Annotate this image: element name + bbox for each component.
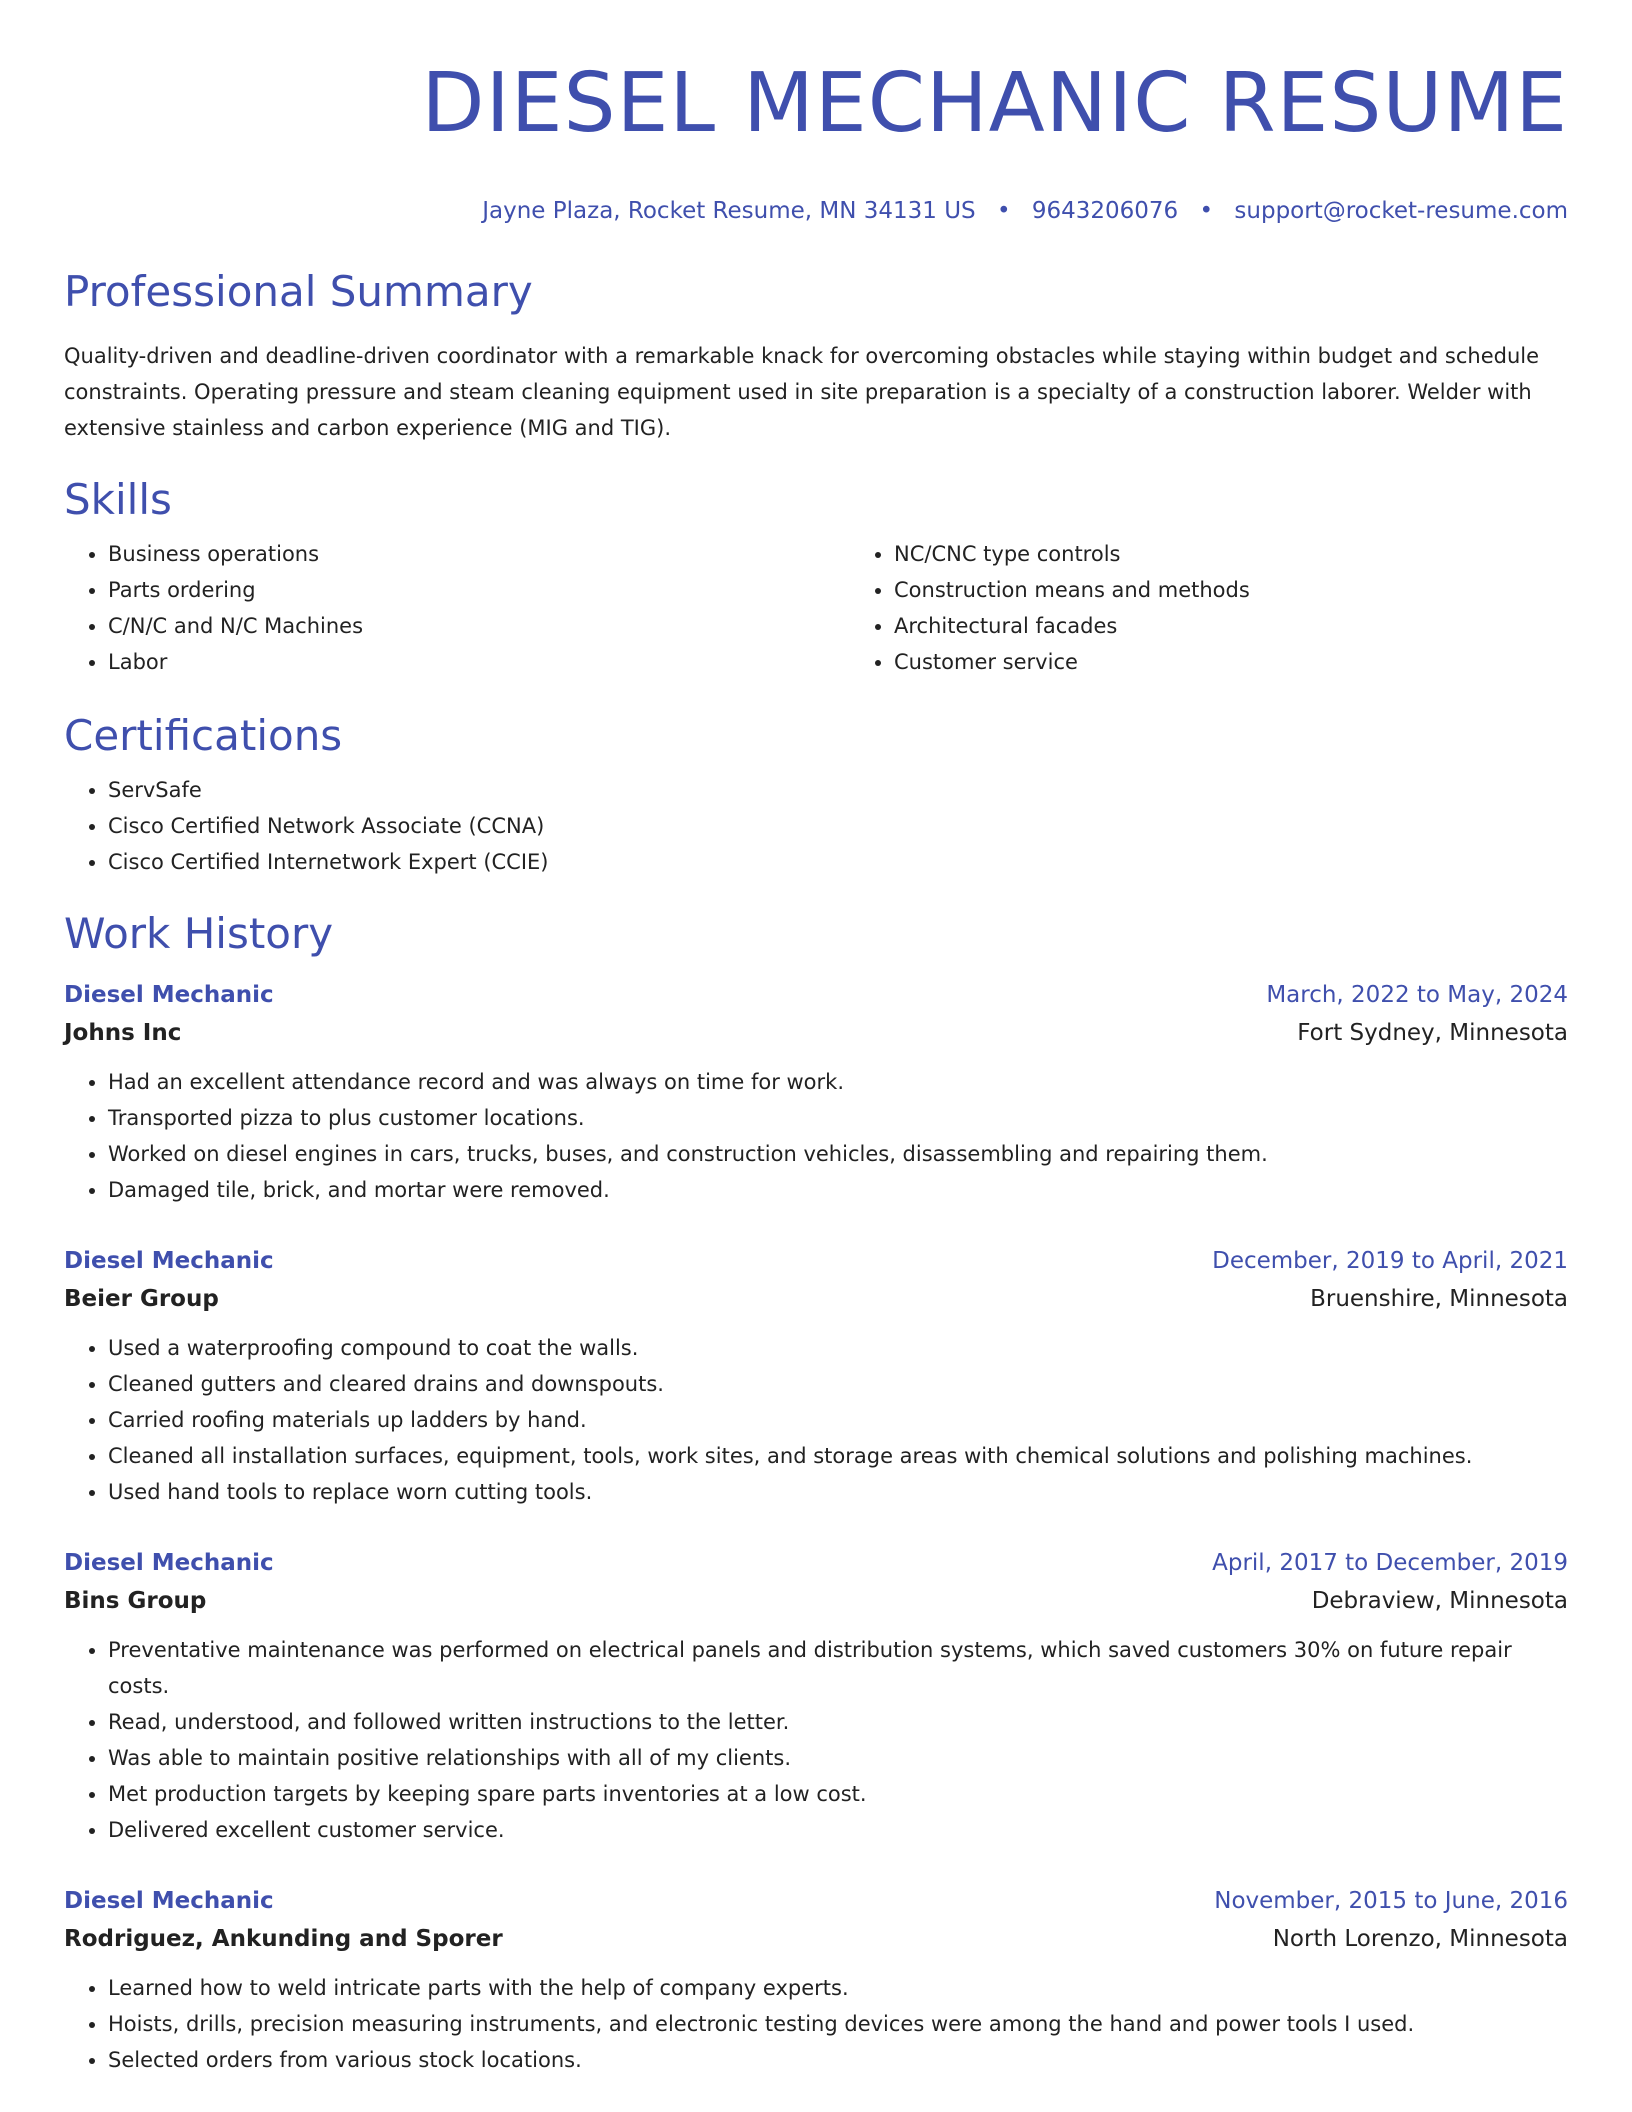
- summary-heading: Professional Summary: [64, 267, 533, 316]
- certifications-heading: Certifications: [64, 711, 343, 760]
- job-bullet: • Delivered excellent customer service.: [108, 1812, 1568, 1848]
- skill-item: • Construction means and methods: [894, 572, 1632, 608]
- job-bullet: • Used a waterproofing compound to coat the walls.: [108, 1330, 1568, 1366]
- certifications-list: [64, 772, 1568, 880]
- certification-item: • ServSafe: [108, 772, 1568, 808]
- contact-email: support@rocket-resume.com: [1234, 198, 1568, 224]
- work-history-heading: Work History: [64, 909, 334, 958]
- job-company-row: [64, 1012, 1568, 1054]
- certification-item: • Cisco Certified Internetwork Expert (CCIE): [108, 844, 1568, 880]
- job-dates: March, 2022 to May, 2024: [1266, 982, 1568, 1008]
- job-bullet: • Learned how to weld intricate parts with the help of company experts.: [108, 1970, 1568, 2006]
- job-company-row: [64, 1580, 1568, 1622]
- job-company-row: [64, 1278, 1568, 1320]
- skill-item: • Business operations: [108, 536, 850, 572]
- job-company: Bins Group: [64, 1588, 207, 1614]
- job-location: Fort Sydney, Minnesota: [1297, 1020, 1568, 1046]
- job-entry: [64, 978, 1568, 1208]
- contact-line: [64, 196, 1568, 226]
- job-header-row: [64, 1884, 1568, 1918]
- job-title: Diesel Mechanic: [64, 1888, 274, 1914]
- skill-item: • Architectural facades: [894, 608, 1632, 644]
- skills-columns: [64, 536, 1568, 680]
- job-bullet: • Cleaned gutters and cleared drains and downspouts.: [108, 1366, 1568, 1402]
- job-header-row: [64, 1546, 1568, 1580]
- job-header-row: [64, 1244, 1568, 1278]
- job-bullet: • Hoists, drills, precision measuring instruments, and electronic testing devices were among the hand and power tools I used.: [108, 2006, 1568, 2042]
- skills-heading: Skills: [64, 475, 172, 524]
- job-bullets: [64, 1330, 1568, 1510]
- job-title: Diesel Mechanic: [64, 982, 274, 1008]
- job-bullets: [64, 1064, 1568, 1208]
- job-bullet: • Used hand tools to replace worn cutting tools.: [108, 1474, 1568, 1510]
- job-bullet: • Cleaned all installation surfaces, equipment, tools, work sites, and storage areas with chemical solutions and polishing machines.: [108, 1438, 1568, 1474]
- skills-list-right: [850, 536, 1632, 680]
- job-bullet: • Transported pizza to plus customer locations.: [108, 1100, 1568, 1136]
- job-title: Diesel Mechanic: [64, 1248, 274, 1274]
- skills-list-left: [64, 536, 850, 680]
- job-entry: [64, 1546, 1568, 1848]
- job-entry: [64, 1884, 1568, 2078]
- skill-item: • Customer service: [894, 644, 1632, 680]
- job-dates: November, 2015 to June, 2016: [1214, 1888, 1568, 1914]
- skill-item: • C/N/C and N/C Machines: [108, 608, 850, 644]
- job-bullet: • Preventative maintenance was performed on electrical panels and distribution systems, which saved customers 30% on future repair costs.: [108, 1632, 1568, 1704]
- contact-separator: •: [1199, 198, 1214, 224]
- job-bullet: • Selected orders from various stock locations.: [108, 2042, 1568, 2078]
- job-company: Rodriguez, Ankunding and Sporer: [64, 1926, 503, 1952]
- skill-item: • NC/CNC type controls: [894, 536, 1632, 572]
- job-bullet: • Had an excellent attendance record and was always on time for work.: [108, 1064, 1568, 1100]
- job-location: Debraview, Minnesota: [1311, 1588, 1568, 1614]
- job-location: North Lorenzo, Minnesota: [1272, 1926, 1568, 1952]
- skill-item: • Parts ordering: [108, 572, 850, 608]
- job-company: Johns Inc: [64, 1020, 182, 1046]
- job-bullet: • Damaged tile, brick, and mortar were removed.: [108, 1172, 1568, 1208]
- job-entry: [64, 1244, 1568, 1510]
- job-dates: December, 2019 to April, 2021: [1212, 1248, 1568, 1274]
- resume-header: [64, 0, 1568, 226]
- job-company: Beier Group: [64, 1286, 219, 1312]
- job-location: Bruenshire, Minnesota: [1310, 1286, 1568, 1312]
- job-bullets: [64, 1632, 1568, 1848]
- job-bullet: • Carried roofing materials up ladders by hand.: [108, 1402, 1568, 1438]
- job-bullet: • Worked on diesel engines in cars, trucks, buses, and construction vehicles, disassembling and repairing them.: [108, 1136, 1568, 1172]
- skill-item: • Labor: [108, 644, 850, 680]
- certification-item: • Cisco Certified Network Associate (CCNA): [108, 808, 1568, 844]
- job-dates: April, 2017 to December, 2019: [1212, 1550, 1568, 1576]
- job-company-row: [64, 1918, 1568, 1960]
- job-bullet: • Read, understood, and followed written instructions to the letter.: [108, 1704, 1568, 1740]
- contact-phone: 9643206076: [1031, 198, 1179, 224]
- contact-separator: •: [996, 198, 1011, 224]
- contact-address: Jayne Plaza, Rocket Resume, MN 34131 US: [482, 198, 976, 224]
- job-bullet: • Met production targets by keeping spare parts inventories at a low cost.: [108, 1776, 1568, 1812]
- resume-title: DIESEL MECHANIC RESUME: [421, 56, 1568, 151]
- summary-text: Quality-driven and deadline-driven coordinator with a remarkable knack for overcoming obstacles while staying within budget and schedule constraints. Operating pressure and steam cleaning equipment used in site preparation is a specialty of a construction laborer. Welder with extensive stainless and carbon experience (MIG and TIG).: [64, 344, 1540, 440]
- job-header-row: [64, 978, 1568, 1012]
- job-bullets: [64, 1970, 1568, 2078]
- job-bullet: • Was able to maintain positive relationships with all of my clients.: [108, 1740, 1568, 1776]
- job-title: Diesel Mechanic: [64, 1550, 274, 1576]
